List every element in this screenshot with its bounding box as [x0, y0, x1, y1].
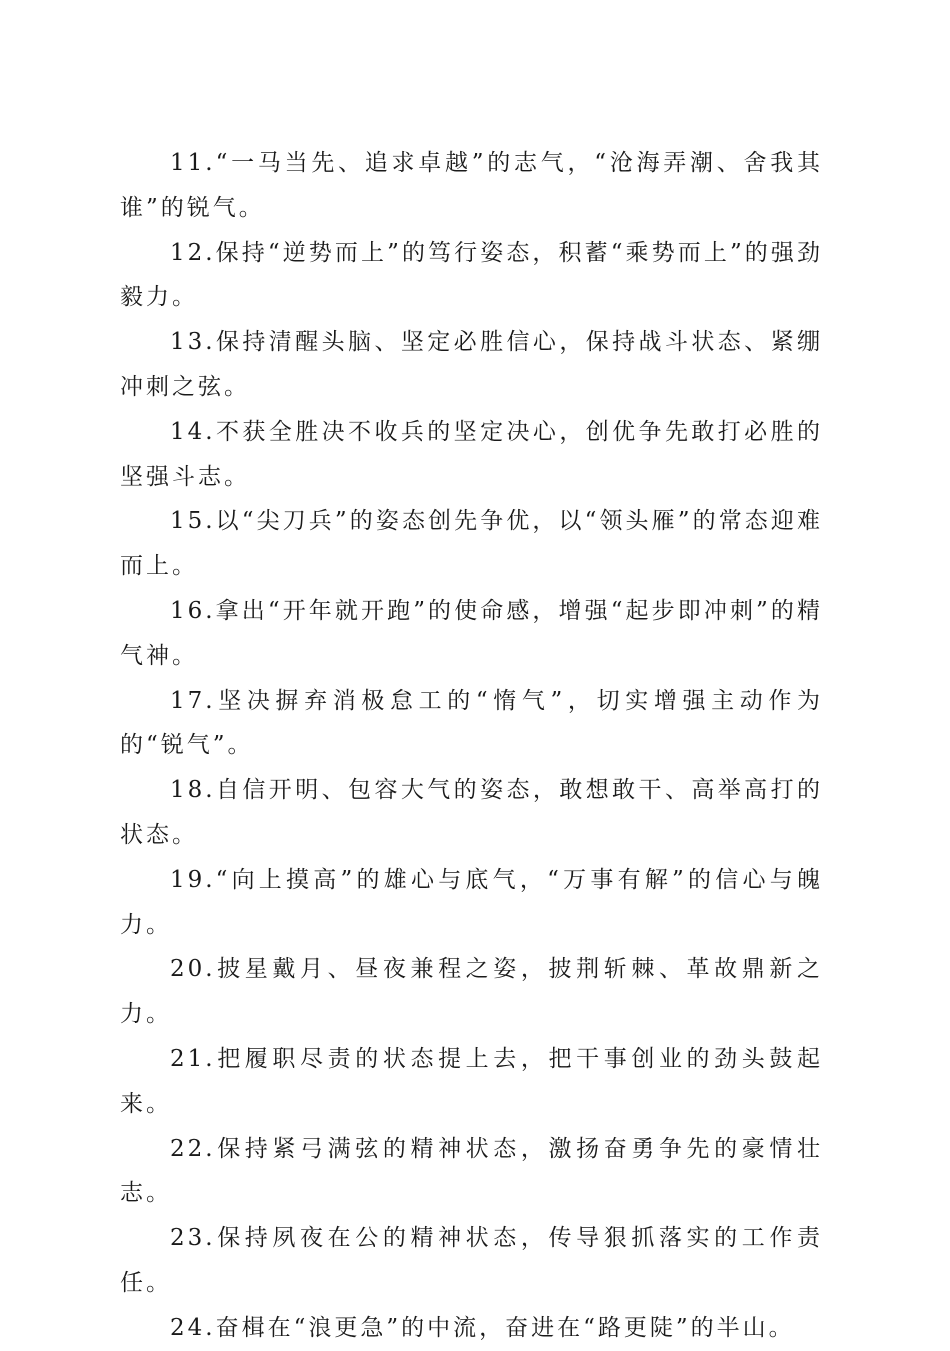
- paragraph-11: 11.“一马当先、追求卓越”的志气，“沧海弄潮、舍我其谁”的锐气。: [120, 150, 823, 221]
- paragraph-23: 23.保持夙夜在公的精神状态，传导狠抓落实的工作责任。: [120, 1225, 823, 1296]
- paragraph-13: 13.保持清醒头脑、坚定必胜信心，保持战斗状态、紧绷冲刺之弦。: [120, 329, 823, 400]
- paragraph-24: 24.奋楫在“浪更急”的中流，奋进在“路更陡”的半山。: [170, 1314, 795, 1341]
- paragraph-22: 22.保持紧弓满弦的精神状态，激扬奋勇争先的豪情壮志。: [120, 1135, 823, 1207]
- paragraph-21: 21.把履职尽责的状态提上去，把干事创业的劲头鼓起来。: [120, 1045, 823, 1117]
- paragraph-17: 17.坚决摒弃消极怠工的“惰气”，切实增强主动作为的“锐气”。: [120, 687, 823, 759]
- paragraph-14: 14.不获全胜决不收兵的坚定决心，创优争先敢打必胜的坚强斗志。: [120, 418, 823, 490]
- paragraph-20: 20.披星戴月、昼夜兼程之姿，披荆斩棘、革故鼎新之力。: [120, 956, 823, 1028]
- paragraph-19: 19.“向上摸高”的雄心与底气，“万事有解”的信心与魄力。: [120, 866, 823, 938]
- paragraph-15: 15.以“尖刀兵”的姿态创先争优，以“领头雁”的常态迎难而上。: [120, 508, 823, 580]
- paragraph-16: 16.拿出“开年就开跑”的使命感，增强“起步即冲刺”的精气神。: [120, 597, 823, 669]
- paragraph-18: 18.自信开明、包容大气的姿态，敢想敢干、高举高打的状态。: [120, 777, 823, 848]
- paragraph-12: 12.保持“逆势而上”的笃行姿态，积蓄“乘势而上”的强劲毅力。: [120, 239, 823, 311]
- document-body: [120, 141, 823, 1351]
